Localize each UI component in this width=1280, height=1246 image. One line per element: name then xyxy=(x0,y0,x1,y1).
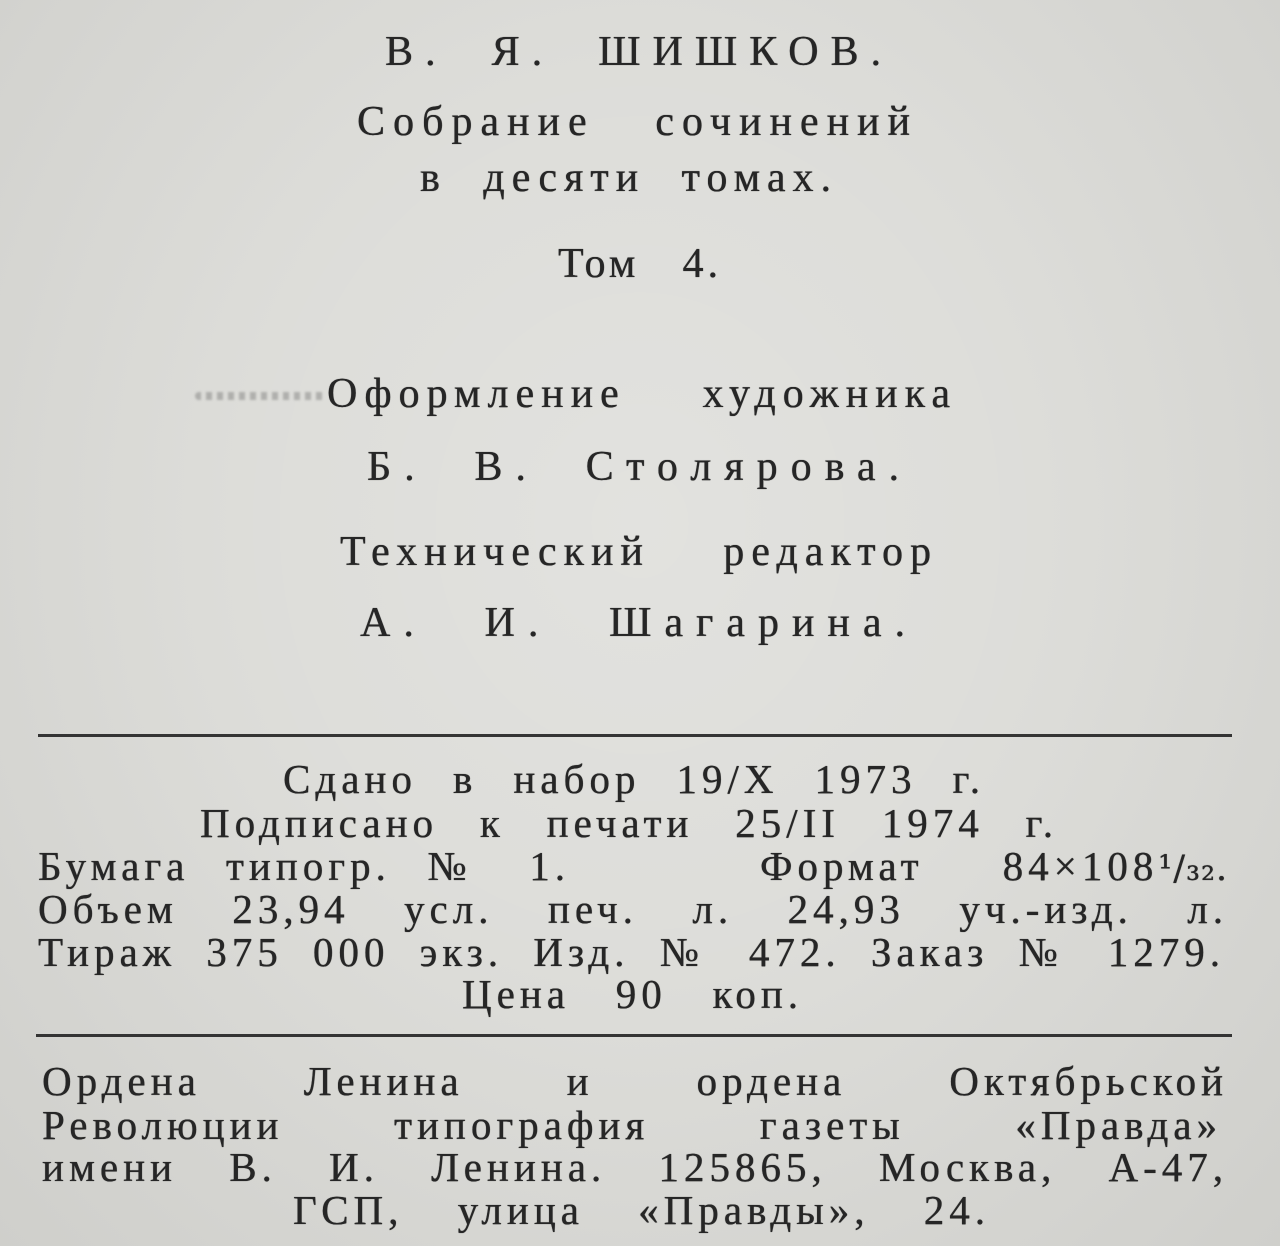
divider-rule-top xyxy=(38,734,1232,737)
typeset-date: Сдано в набор 19/X 1973 г. xyxy=(283,756,985,802)
print-smudge xyxy=(195,392,325,400)
price: Цена 90 коп. xyxy=(462,971,803,1017)
print-run-and-order: Тираж 375 000 экз. Изд. № 472. Заказ № 1279. xyxy=(38,929,1225,975)
page-format-value: Формат 84×108 xyxy=(760,843,1159,889)
editor-credit-name: А. И. Шагарина. xyxy=(360,600,918,646)
divider-rule-bottom xyxy=(36,1034,1232,1037)
page-format xyxy=(760,843,1228,889)
signed-to-print-date: Подписано к печати 25/II 1974 г. xyxy=(200,800,1058,846)
printer-line-3: имени В. И. Ленина. 125865, Москва, А-47, xyxy=(42,1144,1228,1190)
collection-title-line-2: в десяти томах. xyxy=(420,155,838,201)
volume-number: Том 4. xyxy=(558,241,722,287)
editor-credit-label: Технический редактор xyxy=(340,529,938,575)
printer-line-4: ГСП, улица «Правды», 24. xyxy=(293,1187,990,1233)
paper-type: Бумага типогр. № 1. xyxy=(38,843,570,889)
page-format-fraction: ¹/₃₂. xyxy=(1158,849,1228,889)
design-credit-label: Оформление художника xyxy=(327,371,957,417)
author-name: В. Я. ШИШКОВ. xyxy=(385,29,893,75)
printed-sheets: Объем 23,94 усл. печ. л. 24,93 уч.-изд. л. xyxy=(38,886,1228,932)
collection-title-line-1: Собрание сочинений xyxy=(357,99,918,145)
design-credit-name: Б. В. Столярова. xyxy=(367,444,912,490)
printer-line-1: Ордена Ленина и ордена Октябрьской xyxy=(42,1058,1228,1104)
printer-line-2: Революции типография газеты «Правда» xyxy=(42,1102,1222,1148)
